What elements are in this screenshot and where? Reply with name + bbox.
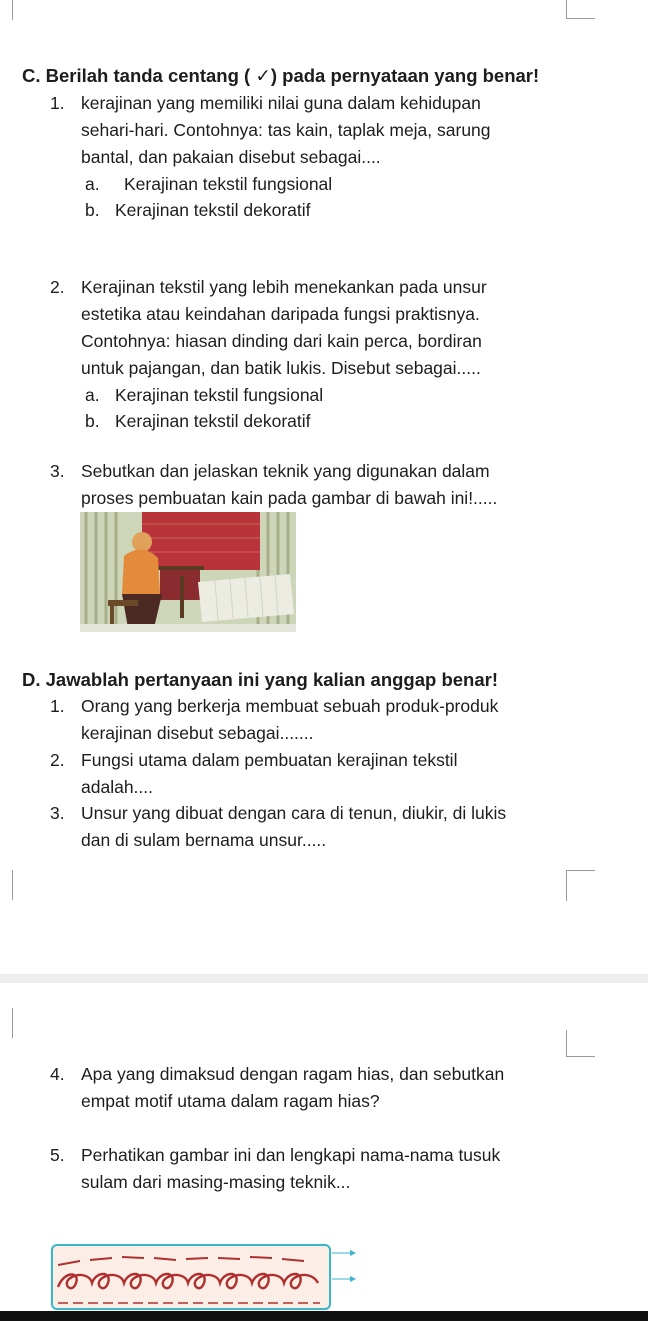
option-letter: b. — [85, 200, 100, 220]
question-text: Kerajinan tekstil yang lebih menekankan pada unsur — [81, 277, 487, 297]
crop-mark — [566, 0, 595, 19]
option-text: Kerajinan tekstil fungsional — [124, 174, 333, 194]
question-text: estetika atau keindahan daripada fungsi praktisnya. — [81, 304, 480, 324]
weaving-photo — [80, 512, 296, 632]
question-text: empat motif utama dalam ragam hias? — [81, 1091, 380, 1111]
question-text: untuk pajangan, dan batik lukis. Disebut sebagai..... — [81, 358, 481, 378]
crop-mark — [0, 870, 13, 900]
question-text: Apa yang dimaksud dengan ragam hias, dan sebutkan — [81, 1064, 505, 1084]
question-text: proses pembuatan kain pada gambar di bawah ini!..... — [81, 488, 498, 508]
question-text: Sebutkan dan jelaskan teknik yang digunakan dalam — [81, 461, 490, 481]
crop-mark — [0, 0, 13, 20]
stitch-illustration — [50, 1243, 360, 1311]
question-number: 2. — [50, 750, 65, 770]
question-text: Unsur yang dibuat dengan cara di tenun, diukir, di lukis — [81, 803, 507, 823]
question-number: 2. — [50, 277, 65, 297]
question-number: 5. — [50, 1145, 65, 1165]
question-text: kerajinan disebut sebagai....... — [81, 723, 314, 743]
question-text: dan di sulam bernama unsur..... — [81, 830, 327, 850]
question-text: Fungsi utama dalam pembuatan kerajinan tekstil — [81, 750, 458, 770]
option-letter: b. — [85, 411, 100, 431]
page-divider — [0, 974, 648, 983]
crop-mark — [566, 1030, 595, 1057]
section-c-heading: C. Berilah tanda centang ( ✓) pada pernyataan yang benar! — [22, 65, 540, 86]
option-letter: a. — [85, 174, 100, 194]
question-text: Contohnya: hiasan dinding dari kain perca, bordiran — [81, 331, 482, 351]
bottom-bar — [0, 1311, 648, 1321]
question-number: 1. — [50, 93, 65, 113]
option-text: Kerajinan tekstil fungsional — [115, 385, 324, 405]
question-text: bantal, dan pakaian disebut sebagai.... — [81, 147, 381, 167]
option-letter: a. — [85, 385, 100, 405]
question-text: kerajinan yang memiliki nilai guna dalam kehidupan — [81, 93, 481, 113]
question-number: 3. — [50, 803, 65, 823]
question-text: sehari-hari. Contohnya: tas kain, taplak meja, sarung — [81, 120, 491, 140]
question-text: sulam dari masing-masing teknik... — [81, 1172, 351, 1192]
section-d-heading: D. Jawablah pertanyaan ini yang kalian anggap benar! — [22, 669, 498, 690]
crop-mark — [566, 870, 595, 901]
question-text: Perhatikan gambar ini dan lengkapi nama-nama tusuk — [81, 1145, 501, 1165]
question-text: Orang yang berkerja membuat sebuah produk-produk — [81, 696, 499, 716]
question-number: 1. — [50, 696, 65, 716]
question-text: adalah.... — [81, 777, 153, 797]
crop-mark — [0, 1008, 13, 1038]
option-text: Kerajinan tekstil dekoratif — [115, 411, 311, 431]
question-number: 4. — [50, 1064, 65, 1084]
option-text: Kerajinan tekstil dekoratif — [115, 200, 311, 220]
question-number: 3. — [50, 461, 65, 481]
